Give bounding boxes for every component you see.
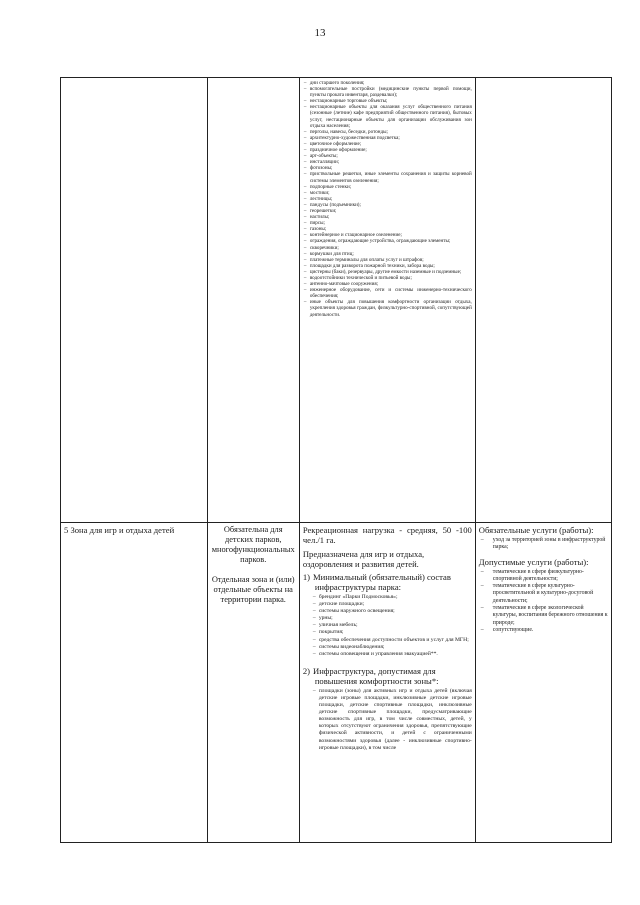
zone-name-cell bbox=[61, 78, 208, 523]
list-item: – уличная мебель; bbox=[313, 622, 472, 629]
table-row bbox=[61, 78, 612, 523]
list-item: – тематические в сфере физкультурно-спортивной деятельности; bbox=[479, 569, 608, 584]
list-item: – ограждения, ограждающие устройства, ограждающие элементы; bbox=[303, 238, 472, 244]
services-cell bbox=[475, 523, 611, 843]
list-item: – покрытия; bbox=[313, 629, 472, 636]
zone-name-cell bbox=[61, 523, 208, 843]
list-item: – праздничное оформление; bbox=[303, 147, 472, 153]
table-row bbox=[61, 523, 612, 843]
list-item: – инсталляции; bbox=[303, 159, 472, 165]
list-item: – водоотстойники технической и питьевой воды; bbox=[303, 275, 472, 281]
section-minimal-heading bbox=[303, 572, 472, 592]
section-allowed-heading bbox=[303, 666, 472, 686]
list-item: – площадки для разворота пожарной техники, забора воды; bbox=[303, 263, 472, 269]
list-item: – системы наружного освещения; bbox=[313, 608, 472, 615]
mandatory-services-list bbox=[479, 537, 608, 552]
list-item: – нестационарные объекты для оказания услуг общественного питания (сезонные (летние) кафе предприятий общественного питания), бытовых услуг, нестационарные объекты для организации обслуживания зон отдыха населения; bbox=[303, 104, 472, 128]
requirements-cell bbox=[207, 523, 299, 843]
list-item: – пандусы (подъемники); bbox=[303, 202, 472, 208]
list-item: – системы оповещения и управления эвакуацией**. bbox=[313, 651, 472, 658]
zone-purpose: Предназначена для игр и отдыха, оздоровления и развития детей. bbox=[302, 549, 425, 569]
list-item: – приствольные решетки, иные элементы сохранения и защиты корневой системы элементов озеленения; bbox=[303, 171, 472, 183]
infrastructure-cell bbox=[299, 78, 475, 523]
section-title-line: повышения комфортности зоны*: bbox=[314, 675, 439, 686]
list-item: – сопутствующие. bbox=[479, 627, 608, 634]
list-item: – уход за территорией зоны в инфраструктурой парка; bbox=[479, 537, 608, 552]
list-item: – арт-объекты; bbox=[303, 153, 472, 159]
list-item: – инженерное оборудование, сети и системы инженерно-технического обеспечения; bbox=[303, 287, 472, 299]
zones-table bbox=[60, 77, 612, 843]
list-item: – архитектурно-художественная подсветка; bbox=[303, 135, 472, 141]
requirement-separate: Отдельная зона и (или) отдельные объекты на территории парка. bbox=[211, 575, 295, 604]
list-item: – детские площадки; bbox=[313, 601, 472, 608]
list-item: – платежные терминалы для оплаты услуг и штрафов; bbox=[303, 257, 472, 263]
list-item: – лестницы; bbox=[303, 196, 472, 202]
list-item: – средства обеспечения доступности объектов и услуг для МГН; bbox=[313, 637, 472, 644]
list-item: – цветочное оформление; bbox=[303, 141, 472, 147]
section-title-line: Инфраструктура, допустимая для bbox=[312, 665, 436, 676]
list-item: – фотозоны; bbox=[303, 165, 472, 171]
section-number: 2) bbox=[302, 665, 310, 676]
minimal-infrastructure-list bbox=[313, 594, 472, 658]
section-title-line: Минимальный (обязательный) состав bbox=[312, 572, 451, 582]
recreational-load: Рекреационная нагрузка - средняя, 50 -100 чел./1 га. bbox=[302, 525, 472, 545]
list-item: – дни старшего поколения; bbox=[303, 80, 472, 86]
section-title-line: инфраструктуры парка: bbox=[314, 582, 402, 592]
requirement-mandatory: Обязательна для детских парков, многофункциональных парков. bbox=[211, 525, 295, 564]
page-number: 13 bbox=[314, 27, 326, 39]
allowed-services-list bbox=[479, 569, 608, 635]
requirements-cell bbox=[207, 78, 299, 523]
list-item: – контейнерное и стационарное озеленение; bbox=[303, 232, 472, 238]
services-cell bbox=[475, 78, 611, 523]
list-item: – антенно-мачтовые сооружения; bbox=[303, 281, 472, 287]
list-item: – георешетки; bbox=[303, 208, 472, 214]
list-item: – перголы, навесы, беседки, ротонды; bbox=[303, 129, 472, 135]
list-item: – брендинг «Парки Подмосковья»; bbox=[313, 594, 472, 601]
section-number: 1) bbox=[302, 572, 310, 582]
list-item: – урны; bbox=[313, 615, 472, 622]
list-item: – подпорные стенки; bbox=[303, 184, 472, 190]
zone-name: 5 Зона для игр и отдыха детей bbox=[64, 525, 175, 535]
list-item: – пирсы; bbox=[303, 220, 472, 226]
list-item: – системы видеонаблюдения; bbox=[313, 644, 472, 651]
list-item: – тематические в сфере экологической культуры, воспитания бережного отношения к природе; bbox=[479, 605, 608, 627]
allowed-services-title: Допустимые услуги (работы): bbox=[478, 556, 589, 567]
list-item: – цистерны (баки), резервуары, другие емкости наземные и подземные; bbox=[303, 269, 472, 275]
infrastructure-cell bbox=[299, 523, 475, 843]
list-item: – газоны; bbox=[303, 226, 472, 232]
list-item: – вспомогательные постройки (медицинские пункты первой помощи, пункты проката инвентаря, раздевалки); bbox=[303, 86, 472, 98]
infrastructure-list bbox=[303, 80, 472, 318]
list-item: – скворечники; bbox=[303, 245, 472, 251]
allowed-infrastructure-list bbox=[313, 688, 472, 752]
list-item: – настилы; bbox=[303, 214, 472, 220]
list-item: – мостики; bbox=[303, 190, 472, 196]
list-item: – нестационарные торговые объекты; bbox=[303, 98, 472, 104]
list-item: – кормушки для птиц; bbox=[303, 251, 472, 257]
mandatory-services-title: Обязательные услуги (работы): bbox=[478, 525, 594, 535]
list-item: – тематические в сфере культурно-просветительной и культурно-досуговой деятельности; bbox=[479, 583, 608, 605]
list-item: – иные объекты для повышения комфортности организации отдыха, укрепления здоровья граждан, физкультурно-спортивной, сопутствующей деятельности. bbox=[303, 299, 472, 317]
list-item: – площадки (зоны) для активных игр и отдыха детей (включая детские игровые площадки, инклюзивные детские игровые площадки, детские спортивные площадки, инклюзивные детские спортивные площадки, предусматривающие возможность для игр, в том числе совместных, детей, у которых отсутствуют ограничения здоровья, препятствующие физической активности, и детей с ограниченными возможностями здоровья (далее - инклюзивные спортивно-игровые площадки), в том числе bbox=[313, 688, 472, 752]
